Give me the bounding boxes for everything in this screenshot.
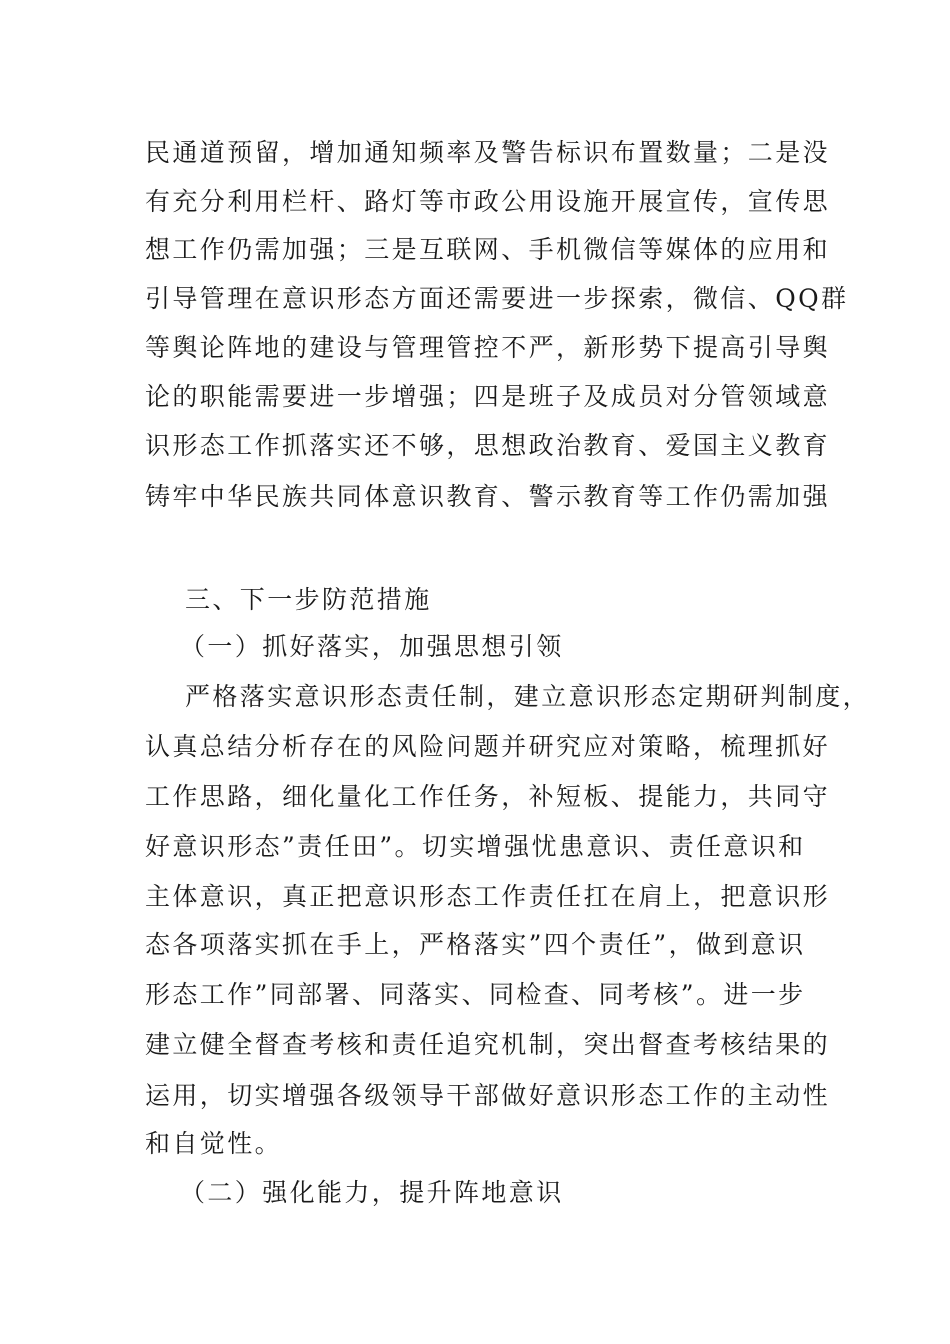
paragraph-line: 态各项落实抓在手上，严格落实”四个责任”，做到意识	[145, 930, 806, 959]
paragraph-line: 引导管理在意识形态方面还需要进一步探索，微信、QQ群	[145, 284, 849, 313]
paragraph-line: 有充分利用栏杆、路灯等市政公用设施开展宣传，宣传思	[145, 187, 831, 216]
paragraph-line: 形态工作”同部署、同落实、同检查、同考核”。进一步	[145, 980, 806, 1009]
paragraph-line: 民通道预留，增加通知频率及警告标识布置数量；二是没	[145, 138, 831, 167]
paragraph-line: 建立健全督查考核和责任追究机制，突出督查考核结果的	[145, 1030, 831, 1059]
paragraph-line: 铸牢中华民族共同体意识教育、警示教育等工作仍需加强	[145, 482, 831, 511]
paragraph-line: 认真总结分析存在的风险问题并研究应对策略，梳理抓好	[145, 732, 831, 761]
paragraph-line: 和自觉性。	[145, 1129, 283, 1158]
paragraph-line: 识形态工作抓落实还不够，思想政治教育、爱国主义教育	[145, 431, 831, 460]
subsection-heading: （二）强化能力，提升阵地意识	[180, 1178, 564, 1207]
paragraph-line: 好意识形态”责任田”。切实增强忧患意识、责任意识和	[145, 832, 806, 861]
paragraph-line: 严格落实意识形态责任制，建立意识形态定期研判制度，	[185, 682, 871, 711]
paragraph-line: 运用，切实增强各级领导干部做好意识形态工作的主动性	[145, 1081, 831, 1110]
paragraph-line: 想工作仍需加强；三是互联网、手机微信等媒体的应用和	[145, 235, 831, 264]
paragraph-line: 工作思路，细化量化工作任务，补短板、提能力，共同守	[145, 782, 831, 811]
paragraph-line: 论的职能需要进一步增强；四是班子及成员对分管领域意	[145, 382, 831, 411]
section-heading: 三、下一步防范措施	[185, 585, 432, 614]
subsection-heading: （一）抓好落实，加强思想引领	[180, 632, 564, 661]
paragraph-line: 等舆论阵地的建设与管理管控不严，新形势下提高引导舆	[145, 333, 831, 362]
paragraph-line: 主体意识，真正把意识形态工作责任扛在肩上，把意识形	[145, 882, 831, 911]
